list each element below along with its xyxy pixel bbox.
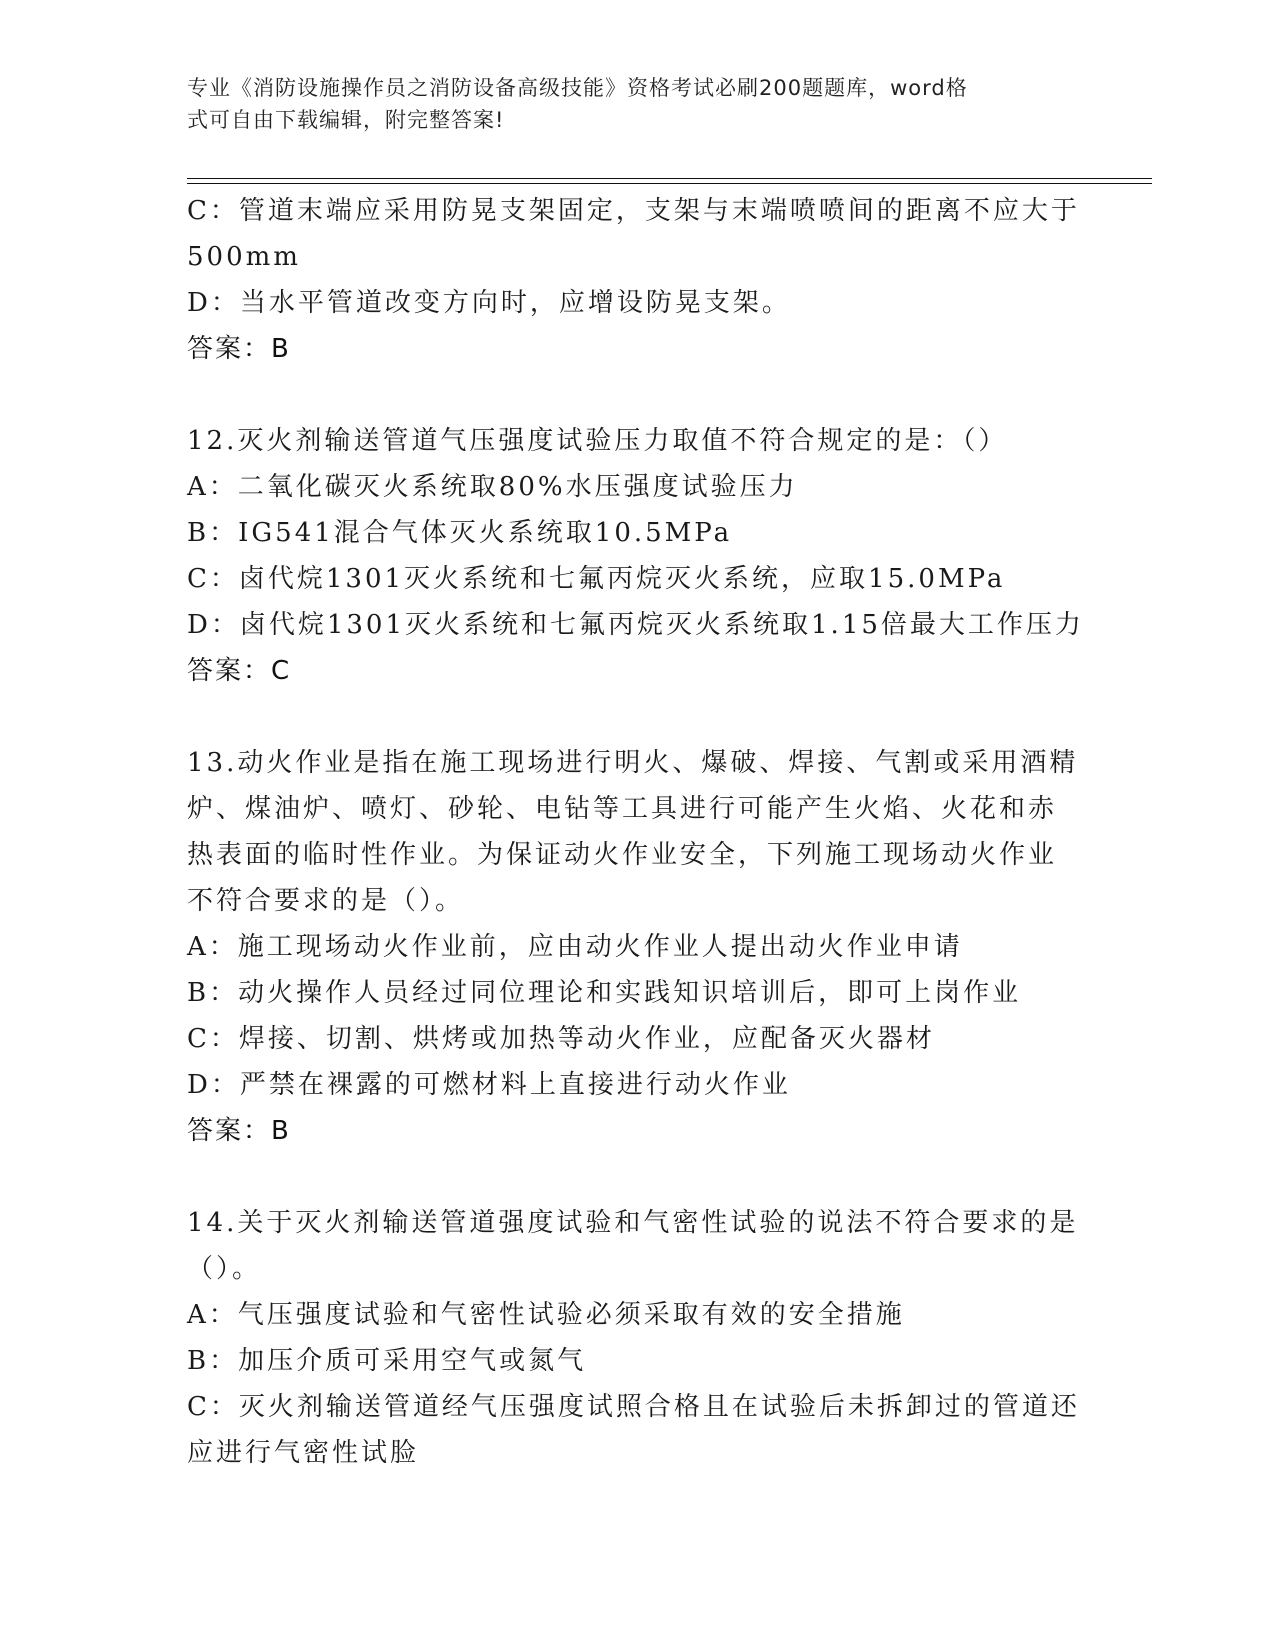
header-line-1: 专业《消防设施操作员之消防设备高级技能》资格考试必刷200题题库，word格 <box>187 76 968 100</box>
question-14 <box>187 1200 1087 1476</box>
question-12-option-b: B：IG541混合气体灭火系统取10.5MPa <box>187 518 733 548</box>
question-13-option-a: A：施工现场动火作业前，应由动火作业人提出动火作业申请 <box>187 932 963 962</box>
question-13-stem-line-2: 炉、煤油炉、喷灯、砂轮、电钻等工具进行可能产生火焰、火花和赤 <box>187 794 1058 824</box>
spacer <box>187 1154 1087 1200</box>
question-13-option-c: C：焊接、切割、烘烤或加热等动火作业，应配备灭火器材 <box>187 1024 935 1054</box>
question-12-option-d: D：卤代烷1301灭火系统和七氟丙烷灭火系统取1.15倍最大工作压力 <box>187 610 1084 640</box>
spacer <box>187 694 1087 740</box>
question-13-stem-line-4: 不符合要求的是（）。 <box>187 886 465 916</box>
answer-12: 答案：C <box>187 656 292 686</box>
question-14-stem-line-1: 14.关于灭火剂输送管道强度试验和气密性试验的说法不符合要求的是 <box>187 1208 1079 1238</box>
option-d: D：当水平管道改变方向时，应增设防晃支架。 <box>187 288 791 318</box>
question-14-option-c-line-1: C：灭火剂输送管道经气压强度试照合格且在试验后未拆卸过的管道还 <box>187 1392 1080 1422</box>
document-body <box>187 188 1087 1476</box>
question-14-option-c-line-2: 应进行气密性试脸 <box>187 1438 420 1468</box>
question-13-stem-line-1: 13.动火作业是指在施工现场进行明火、爆破、焊接、气割或采用酒精 <box>187 748 1079 778</box>
question-12-option-a: A：二氧化碳灭火系统取80%水压强度试验压力 <box>187 472 798 502</box>
question-12-option-c: C：卤代烷1301灭火系统和七氟丙烷灭火系统，应取15.0MPa <box>187 564 1006 594</box>
question-12-stem: 12.灭火剂输送管道气压强度试验压力取值不符合规定的是：（） <box>187 426 1008 456</box>
page-header <box>187 72 1067 136</box>
question-14-option-a: A：气压强度试验和气密性试验必须采取有效的安全措施 <box>187 1300 905 1330</box>
header-divider-bottom <box>187 183 1152 184</box>
question-12 <box>187 418 1087 694</box>
question-13-stem-line-3: 热表面的临时性作业。为保证动火作业安全，下列施工现场动火作业 <box>187 840 1058 870</box>
header-line-2: 式可自由下载编辑，附完整答案! <box>187 108 505 132</box>
question-11-continued <box>187 188 1087 372</box>
option-c-line-2: 500mm <box>187 242 301 272</box>
header-divider-top <box>187 178 1152 179</box>
question-14-option-b: B：加压介质可采用空气或氮气 <box>187 1346 587 1376</box>
answer-13: 答案：B <box>187 1116 291 1146</box>
question-13-option-d: D：严禁在裸露的可燃材料上直接进行动火作业 <box>187 1070 791 1100</box>
spacer <box>187 372 1087 418</box>
answer-11: 答案：B <box>187 334 291 364</box>
question-14-stem-line-2: （）。 <box>187 1254 262 1284</box>
question-13 <box>187 740 1087 1154</box>
option-c-line-1: C：管道末端应采用防晃支架固定，支架与末端喷喷间的距离不应大于 <box>187 196 1080 226</box>
question-13-option-b: B：动火操作人员经过同位理论和实践知识培训后，即可上岗作业 <box>187 978 1022 1008</box>
